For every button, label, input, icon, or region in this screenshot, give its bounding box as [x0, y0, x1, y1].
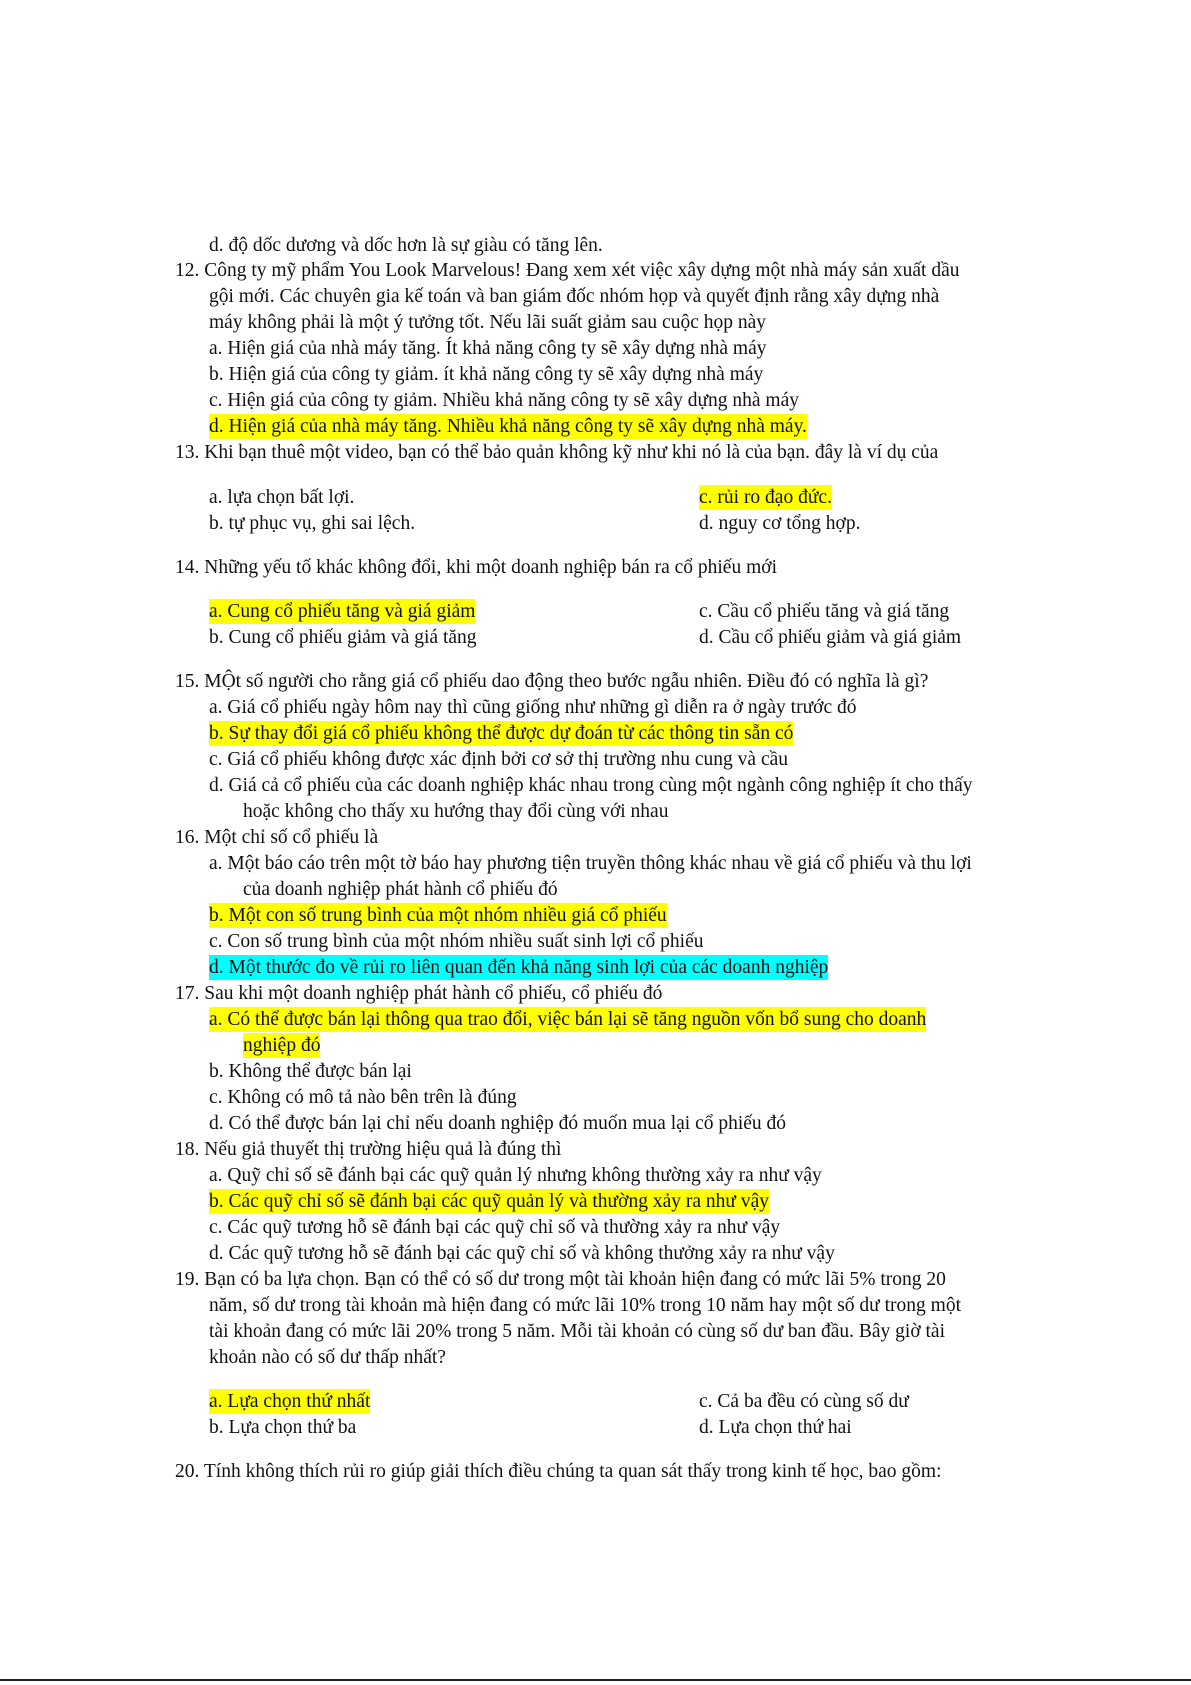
q19-stem-line-3: tài khoản đang có mức lãi 20% trong 5 năm. Mỗi tài khoản có cùng số dư ban đầu. Bây giờ tài [209, 1321, 946, 1342]
q17-stem: 17. Sau khi một doanh nghiệp phát hành cổ phiếu, cổ phiếu đó [175, 983, 663, 1004]
q12-option-c: c. Hiện giá của công ty giảm. Nhiều khả năng công ty sẽ xây dựng nhà máy [209, 390, 799, 411]
q12-stem-line-2: gội mới. Các chuyên gia kế toán và ban giám đốc nhóm họp và quyết định rằng xây dựng nhà [209, 286, 940, 307]
q14-option-d: d. Cầu cổ phiếu giảm và giá giảm [699, 627, 962, 648]
q14-option-c: c. Cầu cổ phiếu tăng và giá tăng [699, 601, 950, 622]
q19-stem-line-1: 19. Bạn có ba lựa chọn. Bạn có thể có số dư trong một tài khoản hiện đang có mức lãi 5% trong 20 [175, 1269, 946, 1290]
q12-option-d-answer: d. Hiện giá của nhà máy tăng. Nhiều khả năng công ty sẽ xây dựng nhà máy. [209, 416, 807, 437]
q13-stem: 13. Khi bạn thuê một video, bạn có thể bảo quản không kỹ như khi nó là của bạn. đây là ví dụ của [175, 442, 939, 463]
q18-option-b-answer: b. Các quỹ chỉ số sẽ đánh bại các quỹ quản lý và thường xảy ra như vậy [209, 1191, 769, 1212]
q17-option-a-answer-line-2: nghiệp đó [243, 1035, 321, 1056]
q15-option-d-line-2: hoặc không cho thấy xu hướng thay đổi cùng với nhau [243, 801, 669, 822]
q16-option-d-highlighted: d. Một thước đo về rủi ro liên quan đến khả năng sinh lợi của các doanh nghiệp [209, 957, 829, 978]
q12-stem-line-3: máy không phải là một ý tưởng tốt. Nếu lãi suất giảm sau cuộc họp này [209, 312, 767, 333]
q14-option-b: b. Cung cổ phiếu giảm và giá tăng [209, 627, 477, 648]
q16-stem: 16. Một chỉ số cổ phiếu là [175, 827, 379, 848]
q13-option-a: a. lựa chọn bất lợi. [209, 487, 355, 508]
q17-option-c: c. Không có mô tả nào bên trên là đúng [209, 1087, 517, 1108]
q20-stem: 20. Tính không thích rủi ro giúp giải thích điều chúng ta quan sát thấy trong kinh tế học, bao gồm: [175, 1461, 942, 1482]
q17-option-a-answer-line-1: a. Có thể được bán lại thông qua trao đổi, việc bán lại sẽ tăng nguồn vốn bổ sung cho doanh [209, 1009, 927, 1030]
q19-option-d: d. Lựa chọn thứ hai [699, 1417, 852, 1438]
q12-option-a: a. Hiện giá của nhà máy tăng. Ít khả năng công ty sẽ xây dựng nhà máy [209, 338, 767, 359]
q13-option-d: d. nguy cơ tổng hợp. [699, 513, 861, 534]
q15-option-a: a. Giá cổ phiếu ngày hôm nay thì cũng giống như những gì diễn ra ở ngày trước đó [209, 697, 857, 718]
q13-option-c-answer: c. rủi ro đạo đức. [699, 487, 832, 508]
q17-option-d: d. Có thể được bán lại chỉ nếu doanh nghiệp đó muốn mua lại cổ phiếu đó [209, 1113, 787, 1134]
q19-stem-line-2: năm, số dư trong tài khoản mà hiện đang có mức lãi 10% trong 10 năm hay một số dư trong một [209, 1295, 961, 1316]
q19-stem-line-4: khoản nào có số dư thấp nhất? [209, 1347, 446, 1368]
q15-stem: 15. MỘt số người cho rằng giá cổ phiếu dao động theo bước ngẫu nhiên. Điều đó có nghĩa là gì? [175, 671, 929, 692]
q15-option-d-line-1: d. Giá cả cổ phiếu của các doanh nghiệp khác nhau trong cùng một ngành công nghiệp ít cho thấy [209, 775, 973, 796]
q12-stem-line-1: 12. Công ty mỹ phẩm You Look Marvelous! Đang xem xét việc xây dựng một nhà máy sản xuất dầu [175, 260, 960, 281]
q17-option-b: b. Không thể được bán lại [209, 1061, 412, 1082]
q19-option-a-answer: a. Lựa chọn thứ nhất [209, 1391, 371, 1412]
q12-option-b: b. Hiện giá của công ty giảm. ít khả năng công ty sẽ xây dựng nhà máy [209, 364, 764, 385]
q19-option-b: b. Lựa chọn thứ ba [209, 1417, 357, 1438]
q16-option-a-line-1: a. Một báo cáo trên một tờ báo hay phương tiện truyền thông khác nhau về giá cổ phiếu và thu lợi [209, 853, 972, 874]
q18-option-a: a. Quỹ chỉ số sẽ đánh bại các quỹ quản lý nhưng không thường xảy ra như vậy [209, 1165, 822, 1186]
q16-option-b-answer: b. Một con số trung bình của một nhóm nhiều giá cổ phiếu [209, 905, 667, 926]
q18-option-d: d. Các quỹ tương hỗ sẽ đánh bại các quỹ chỉ số và không thưởng xảy ra như vậy [209, 1243, 835, 1264]
bottom-page-rule [0, 1679, 1191, 1681]
q14-stem: 14. Những yếu tố khác không đổi, khi một doanh nghiệp bán ra cổ phiếu mới [175, 557, 777, 578]
q13-option-b: b. tự phục vụ, ghi sai lệch. [209, 513, 416, 534]
q14-option-a-answer: a. Cung cổ phiếu tăng và giá giảm [209, 601, 476, 622]
q19-option-c: c. Cả ba đều có cùng số dư [699, 1391, 909, 1412]
q15-option-c: c. Giá cổ phiếu không được xác định bởi cơ sở thị trường nhu cung và cầu [209, 749, 789, 770]
q11-option-d: d. độ dốc dương và dốc hơn là sự giàu có tăng lên. [209, 235, 603, 256]
q15-option-b-answer: b. Sự thay đổi giá cổ phiếu không thể được dự đoán từ các thông tin sẵn có [209, 723, 794, 744]
q18-stem: 18. Nếu giả thuyết thị trường hiệu quả là đúng thì [175, 1139, 562, 1160]
q16-option-c: c. Con số trung bình của một nhóm nhiều suất sinh lợi cổ phiếu [209, 931, 704, 952]
q16-option-a-line-2: của doanh nghiệp phát hành cổ phiếu đó [243, 879, 558, 900]
q18-option-c: c. Các quỹ tương hỗ sẽ đánh bại các quỹ chỉ số và thường xảy ra như vậy [209, 1217, 781, 1238]
